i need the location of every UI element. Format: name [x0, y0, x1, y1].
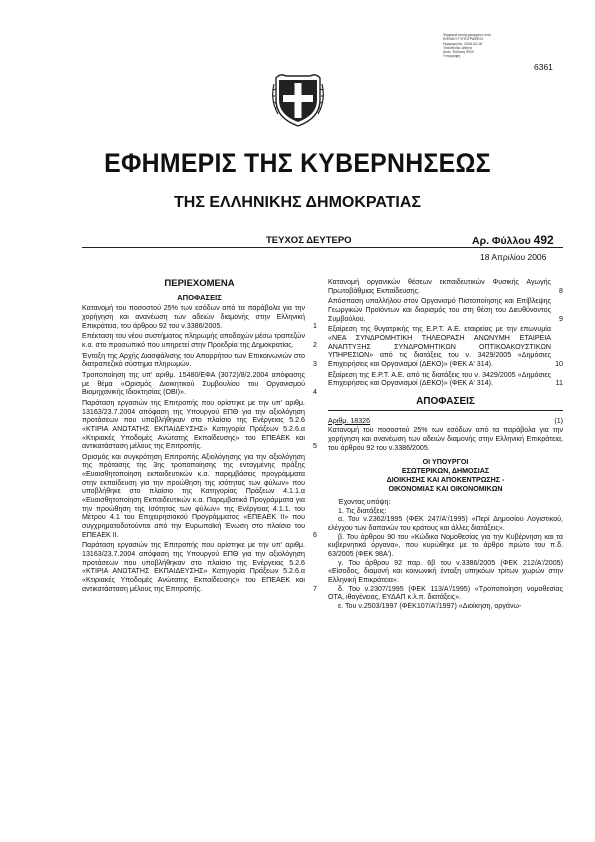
- contents-entry-page: 8: [559, 286, 563, 295]
- contents-entry: [82, 541, 317, 593]
- sheet-number-value: 492: [533, 233, 554, 247]
- contents-entry: [328, 278, 563, 295]
- digital-signature-stamp: [443, 33, 513, 59]
- decision-paragraph: α. Του ν.2362/1995 (ΦΕΚ 247/Α'/1995) «Περί Δημοσίου Λογιστικού, ελέγχου των δαπανών του κράτους και άλλες διατάξεις».: [328, 515, 563, 533]
- greek-coat-of-arms-icon: [270, 70, 326, 128]
- contents-entry-page: 5: [313, 442, 317, 451]
- contents-entry: [82, 371, 317, 397]
- decision-point: 1. Τις διατάξεις:: [338, 506, 387, 515]
- contents-entry: [82, 332, 317, 349]
- contents-entry: [82, 352, 317, 369]
- contents-entry-text: Κατανομή οργανικών θέσεων εκπαιδευτικών Φυσικής Αγωγής Πρωτοβάθμιας Εκπαίδευσης.: [328, 278, 551, 295]
- decision-paragraph: δ. Του ν.2307/1995 (ΦΕΚ 113/Α'/1995) «Τροποποίηση νομοθεσίας ΟΤΑ, ιθαγένειας, ΕΥΔΑΠ κ.λ.π. διατάξεις».: [328, 584, 563, 602]
- contents-entry-text: Παράταση εργασιών της Επιτροπής που ορίστηκε με την υπ' αριθμ. 13163/23.7.2004 απόφαση της Υπουργού ΕΠΘ για την αξιολόγηση προτάσεων που υποβλήθηκαν στο πλαίσιο της Ενέργειας 5.2.6 «ΚΤΙΡΙΑ ΑΝΩΤΑΤΗΣ ΕΚΠΑΙΔΕΥΣΗΣ» Κατηγορία Πράξεων 5.2.6.α «Κτιριακές Υποδομές Ανώτατης Εκπαίδευσης» του ΕΠΕΑΕΚ και αντικατάσταση μέλους της Επιτροπής.: [82, 398, 305, 451]
- stamp-line: Ημερομηνία: 2006.04.18: [443, 41, 483, 46]
- decision-paragraph: γ. Του άρθρου 92 παρ. 6β του ν.3386/2005 (ΦΕΚ 212/Α'/2005) «Είσοδος, διαμονή και κοινωνική ένταξη υπηκόων τρίτων χωρών στην Ελληνική Επικράτεια».: [328, 558, 563, 585]
- issue-date: 18 Απριλίου 2006: [480, 252, 547, 262]
- decision-index: (1): [554, 416, 563, 425]
- sheet-number: [472, 233, 554, 247]
- decision-title: Κατανομή του ποσοστού 25% των εσόδων από τα παράβολα για την χορήγηση και ανανέωση των αδειών διαμονής στην Ελληνική Επικράτεια, του άρθρου 92 του ν.3386/2005.: [328, 426, 563, 452]
- contents-entry-text: Απόσπαση υπαλλήλου στον Οργανισμό Πιστοποίησης και Επίβλεψης Γεωργικών Προϊόντων και διορισμός του στη θέση του Διευθύνοντος Συμβούλου.: [328, 297, 551, 323]
- decisions-divider: [328, 410, 563, 411]
- contents-entry-page: 11: [555, 379, 563, 388]
- gazette-title: ΕΦΗΜΕΡΙΣ ΤΗΣ ΚΥΒΕΡΝΗΣΕΩΣ: [104, 148, 491, 178]
- stamp-line: Τοποθεσία: Αθήνα: [443, 45, 472, 50]
- stamp-line: Ψηφιακά υπογεγραμμένο από: [443, 33, 491, 37]
- decision-intro: Έχοντας υπόψη:: [338, 498, 391, 507]
- decision-header: [328, 417, 563, 426]
- contents-section-heading: ΑΠΟΦΑΣΕΙΣ: [177, 292, 222, 302]
- ministers-line: ΟΙΚΟΝΟΜΙΑΣ ΚΑΙ ΟΙΚΟΝΟΜΙΚΩΝ: [388, 485, 503, 494]
- contents-entry-text: Ένταξη της Αρχής Διασφάλισης του Απορρήτου των Επικοινωνιών στο διατραπεζικό σύστημα πληρωμών.: [82, 351, 305, 369]
- contents-entry-page: 6: [313, 530, 317, 539]
- contents-entry: [328, 297, 563, 323]
- contents-entry-text: Επέκταση του νέου συστήματος πληρωμής αποδοχών μέσω τραπεζών κ.α. στο προσωπικό που υπηρετεί στην Προεδρία της Δημοκρατίας.: [82, 332, 305, 349]
- contents-entry-text: Ορισμός και συγκρότηση Επιτροπής Αξιολόγησης για την αξιολόγηση της πρότασης της 3ης τροποποίησης της ενταγμένης πράξης «Ευαισθητοποίηση εκπαιδευτικών κ.α. παρεμβάσεις προγράμματα στην εκπαίδευση για την προώθηση της ισότητας των φύλων» που υποβλήθηκε στο πλαίσιο της Κατηγορίας Πράξεων 4.1.1.α «Ευαισθητοποίηση Εκπαιδευτικών κ.α. Παρεμβατικά Προγράμματα για την προώθηση της Ισότητας των φύλων» της Ενέργειας 4.1.1. του Μέτρου 4.1 του Επιχειρησιακού Προγράμματος «ΕΠΕΑΕΚ ΙΙ» που συγχρηματοδοτούνται από την Ευρωπαϊκή Ένωση στο πλαίσιο του ΕΠΕΑΕΚ ΙΙ.: [82, 452, 305, 539]
- decisions-heading: ΑΠΟΦΑΣΕΙΣ: [416, 395, 475, 407]
- contents-entry: [328, 325, 563, 368]
- ministers-line: ΔΙΟΙΚΗΣΗΣ ΚΑΙ ΑΠΟΚΕΝΤΡΩΣΗΣ -: [386, 476, 505, 485]
- contents-entry-text: Εξαίρεση της θυγατρικής της Ε.Ρ.Τ. Α.Ε. εταιρείας με την επωνυμία «ΝΕΑ ΣΥΝΔΡΟΜΗΤΙΚΗ ΤΗΛΕΟΡΑΣΗ ΑΝΩΝΥΜΗ ΕΤΑΙΡΕΙΑ ΑΝΑΠΤΥΞΗΣ ΣΥΝΔΡΟΜΗΤΙΚΩΝ ΟΠΤΙΚΟΑΚΟΥΣΤΙΚΩΝ ΥΠΗΡΕΣΙΩΝ» από τις διατάξεις του ν. 3429/2005 «Δημόσιες Επιχειρήσεις και Οργανισμοί (ΔΕΚΟ)» (ΦΕΚ Α' 314).: [328, 325, 551, 368]
- contents-entry-page: 3: [313, 360, 317, 369]
- contents-entry-page: 7: [313, 584, 317, 593]
- contents-left-column: [82, 278, 317, 595]
- contents-heading: ΠΕΡΙΕΧΟΜΕΝΑ: [164, 278, 235, 289]
- decision-paragraph: ε. Του ν.2503/1997 (ΦΕΚ107/Α'/1997) «Διοίκηση, οργάνω-: [338, 602, 522, 611]
- ministers-heading: [328, 458, 563, 494]
- ministers-line: ΕΣΩΤΕΡΙΚΩΝ, ΔΗΜΟΣΙΑΣ: [401, 467, 490, 476]
- decision-paragraph: β. Του άρθρου 90 του «Κώδικα Νομοθεσίας για την Κυβέρνηση και τα κυβερνητικά όργανα», που κυρώθηκε με το άρθρο πρώτο του π.δ. 63/2005 (ΦΕΚ 98Α').: [328, 532, 563, 559]
- contents-entry: [82, 453, 317, 540]
- contents-entry-page: 4: [313, 388, 317, 397]
- contents-entry-page: 9: [559, 314, 563, 323]
- stamp-line: ΕΘΝΙΚΟ ΤΥΠΟΓΡΑΦΕΙΟ: [443, 37, 484, 42]
- contents-entry-page: 10: [555, 359, 563, 368]
- contents-entry: [82, 399, 317, 451]
- contents-entry-text: Παράταση εργασιών της Επιτροπής που ορίστηκε με την υπ' αριθμ. 13163/23.7.2004 απόφαση της Υπουργού ΕΠΘ για την αξιολόγηση προτάσεων που υποβλήθηκαν στο πλαίσιο της Ενέργειας 5.2.6 «ΚΤΙΡΙΑ ΑΝΩΤΑΤΗΣ ΕΚΠΑΙΔΕΥΣΗΣ» Κατηγορία Πράξεων 5.2.6.α «Κτιριακές Υποδομές Ανώτατης Εκπαίδευσης» του ΕΠΕΑΕΚ και αντικατάσταση μέλους της Επιτροπής.: [82, 541, 305, 593]
- contents-entry: [82, 304, 317, 330]
- ministers-line: ΟΙ ΥΠΟΥΡΓΟΙ: [422, 458, 469, 467]
- contents-entry: [328, 371, 563, 388]
- page-number: 6361: [534, 62, 553, 72]
- contents-right-column: [328, 278, 563, 611]
- contents-entry-text: Τροποποίηση της υπ' αριθμ. 15480/ΕΦΑ (3072)/8/2.2004 απόφασης με θέμα «Ορισμός Διοικητικού Συμβουλίου του Οργανισμού Βιομηχανικής Ιδιοκτησίας (ΟΒΙ)».: [82, 370, 305, 397]
- sheet-label: Αρ. Φύλλου: [472, 235, 531, 247]
- header-divider: [82, 247, 563, 248]
- contents-entry-text: Κατανομή του ποσοστού 25% των εσόδων από τα παράβολα για την χορήγηση και ανανέωση των αδειών διαμονής στην Ελληνική Επικράτεια, του άρθρου 92 του ν.3386/2005.: [82, 304, 305, 330]
- contents-entry-text: Εξαίρεση της Ε.Ρ.Τ. Α.Ε. από τις διατάξεις του ν. 3429/2005 «Δημόσιες Επιχειρήσεις και Οργανισμοί (ΔΕΚΟ)» (ΦΕΚ Α' 314).: [328, 370, 551, 388]
- contents-entry-page: 1: [313, 321, 317, 330]
- issue-type: ΤΕΥΧΟΣ ΔΕΥΤΕΡΟ: [266, 235, 352, 246]
- contents-entry-page: 2: [313, 340, 317, 349]
- gazette-subtitle: ΤΗΣ ΕΛΛΗΝΙΚΗΣ ΔΗΜΟΚΡΑΤΙΑΣ: [174, 194, 421, 211]
- decision-number: Αριθμ. 18326: [328, 416, 371, 425]
- stamp-line: Υπογραφή: [443, 54, 461, 59]
- stamp-line: Αιτία: Έκδοση ΦΕΚ: [443, 50, 474, 55]
